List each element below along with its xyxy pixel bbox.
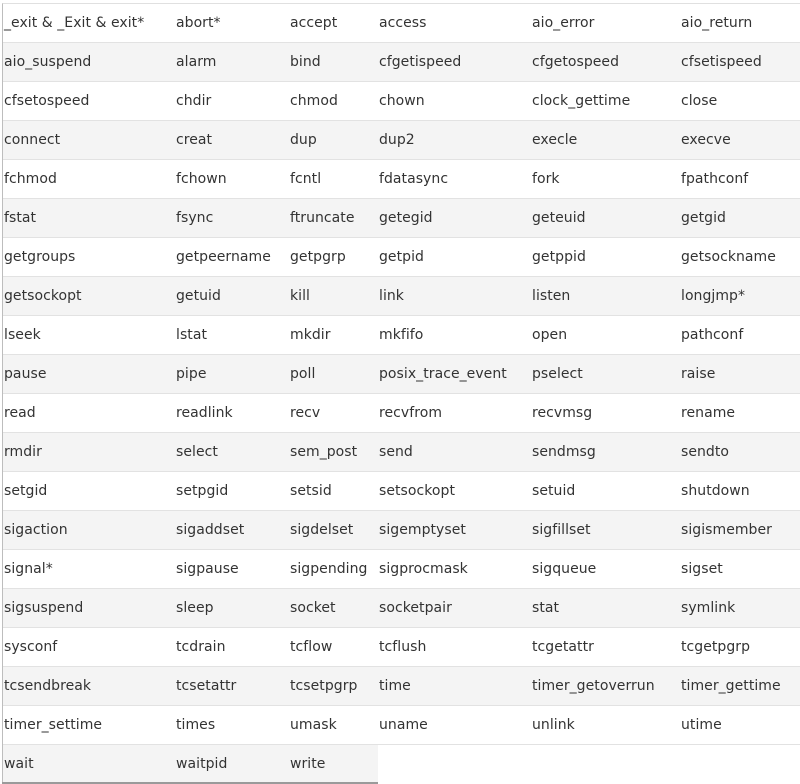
table-cell: timer_getoverrun (532, 678, 655, 694)
table-cell: fcntl (290, 171, 322, 187)
table-cell: bind (290, 54, 321, 70)
table-cell: link (379, 288, 404, 304)
table-cell: fork (532, 171, 560, 187)
table-cell: unlink (532, 717, 575, 733)
table-cell: sendto (681, 444, 730, 460)
table-cell: fstat (4, 210, 37, 226)
table-cell: recvmsg (532, 405, 593, 421)
table-cell: times (176, 717, 216, 733)
table-cell: sysconf (4, 639, 58, 655)
table-cell: cfsetispeed (681, 54, 762, 70)
table-cell: socket (290, 600, 336, 616)
table-cell: poll (290, 366, 316, 382)
table-cell: tcdrain (176, 639, 226, 655)
table-cell: cfsetospeed (4, 93, 90, 109)
table-cell: aio_error (532, 15, 595, 31)
table-cell: getppid (532, 249, 586, 265)
table-cell: getegid (379, 210, 433, 226)
table-cell: close (681, 93, 718, 109)
table-cell: setpgid (176, 483, 229, 499)
table-cell: execve (681, 132, 731, 148)
table-cell: dup (290, 132, 317, 148)
table-cell: umask (290, 717, 337, 733)
table-cell: tcsendbreak (4, 678, 92, 694)
table-cell: pause (4, 366, 47, 382)
table-cell: sigpause (176, 561, 239, 577)
function-table (2, 3, 800, 784)
table-cell: accept (290, 15, 338, 31)
table-cell: utime (681, 717, 722, 733)
table-cell: listen (532, 288, 571, 304)
table-cell: fdatasync (379, 171, 449, 187)
table-cell: sigemptyset (379, 522, 466, 538)
table-row (3, 82, 800, 121)
table-cell: open (532, 327, 568, 343)
table-cell: getpid (379, 249, 424, 265)
table-cell: longjmp* (681, 288, 746, 304)
table-cell: getpgrp (290, 249, 346, 265)
table-cell: setuid (532, 483, 576, 499)
table-row (3, 4, 800, 43)
table-cell: chown (379, 93, 425, 109)
table-cell: sigaction (4, 522, 68, 538)
table-cell: _exit & _Exit & exit* (4, 15, 145, 31)
table-cell: sigdelset (290, 522, 354, 538)
table-row (3, 43, 800, 82)
table-cell: kill (290, 288, 310, 304)
table-cell: sigpending (290, 561, 368, 577)
table-row (3, 277, 800, 316)
table-cell: alarm (176, 54, 217, 70)
table-cell: waitpid (175, 745, 289, 783)
table-cell: rmdir (4, 444, 42, 460)
table-row (3, 745, 800, 784)
table-row (3, 121, 800, 160)
table-cell: read (4, 405, 36, 421)
table-row (3, 511, 800, 550)
table-cell: pathconf (681, 327, 744, 343)
table-cell: getsockopt (4, 288, 82, 304)
table-cell: wait (3, 745, 175, 783)
table-cell: raise (681, 366, 716, 382)
table-cell: timer_settime (4, 717, 103, 733)
table-cell: sigprocmask (379, 561, 468, 577)
table-cell: dup2 (379, 132, 415, 148)
table-cell (378, 745, 531, 783)
table-row (3, 628, 800, 667)
table-cell: sigset (681, 561, 723, 577)
table-cell: recvfrom (379, 405, 443, 421)
table-cell: pipe (176, 366, 207, 382)
table-cell: access (379, 15, 427, 31)
table-cell: sleep (176, 600, 214, 616)
table-row (3, 550, 800, 589)
table-cell: uname (379, 717, 428, 733)
table-cell: signal* (4, 561, 53, 577)
table-cell: abort* (176, 15, 221, 31)
table-cell: ftruncate (290, 210, 355, 226)
table-cell: time (379, 678, 411, 694)
table-cell: chmod (290, 93, 338, 109)
table-cell: setsockopt (379, 483, 456, 499)
table-cell: getsockname (681, 249, 776, 265)
table-row (3, 667, 800, 706)
table-cell: execle (532, 132, 578, 148)
table-cell: geteuid (532, 210, 586, 226)
table-cell: tcgetpgrp (681, 639, 751, 655)
table-cell: sigismember (681, 522, 772, 538)
table-cell: rename (681, 405, 736, 421)
table-cell: pselect (532, 366, 583, 382)
table-cell: stat (532, 600, 560, 616)
table-cell: tcgetattr (532, 639, 594, 655)
table-cell: sigfillset (532, 522, 591, 538)
table-cell: send (379, 444, 413, 460)
table-row (3, 706, 800, 745)
table-cell: tcflush (379, 639, 427, 655)
table-row (3, 199, 800, 238)
table-cell: tcsetpgrp (290, 678, 358, 694)
table-cell: readlink (176, 405, 233, 421)
table-cell: fchmod (4, 171, 57, 187)
table-cell: select (176, 444, 218, 460)
table-cell: fchown (176, 171, 227, 187)
table-cell: tcsetattr (176, 678, 237, 694)
table-row (3, 394, 800, 433)
table-cell: sigsuspend (4, 600, 84, 616)
table-cell (531, 745, 680, 783)
table-cell: write (289, 745, 378, 783)
table-cell: getpeername (176, 249, 271, 265)
table-row (3, 589, 800, 628)
table-cell: lseek (4, 327, 41, 343)
table-cell: getgid (681, 210, 726, 226)
table-cell: fsync (176, 210, 214, 226)
table-cell: aio_suspend (4, 54, 92, 70)
table-cell: sigaddset (176, 522, 245, 538)
table-cell: setsid (290, 483, 332, 499)
table-row (3, 160, 800, 199)
table-cell: getgroups (4, 249, 76, 265)
table-cell: mkdir (290, 327, 331, 343)
table-cell: timer_gettime (681, 678, 781, 694)
table-cell: chdir (176, 93, 212, 109)
table-cell: posix_trace_event (379, 366, 507, 382)
table-cell: creat (176, 132, 213, 148)
table-cell: sigqueue (532, 561, 597, 577)
table-cell: cfgetospeed (532, 54, 620, 70)
table-cell: socketpair (379, 600, 452, 616)
table-cell: recv (290, 405, 321, 421)
table-cell: mkfifo (379, 327, 424, 343)
table-row (3, 316, 800, 355)
table-cell: getuid (176, 288, 221, 304)
table-cell: sem_post (290, 444, 358, 460)
table-cell: clock_gettime (532, 93, 631, 109)
table-cell: aio_return (681, 15, 753, 31)
table-row (3, 238, 800, 277)
table-cell: setgid (4, 483, 48, 499)
table-row (3, 355, 800, 394)
table-cell: lstat (176, 327, 207, 343)
table-row (3, 433, 800, 472)
table-cell: symlink (681, 600, 736, 616)
table-cell: sendmsg (532, 444, 596, 460)
table-cell: cfgetispeed (379, 54, 462, 70)
table-cell: tcflow (290, 639, 333, 655)
table-cell: connect (4, 132, 61, 148)
table-cell: fpathconf (681, 171, 749, 187)
table-cell (680, 745, 800, 783)
table-row (3, 472, 800, 511)
table-cell: shutdown (681, 483, 750, 499)
